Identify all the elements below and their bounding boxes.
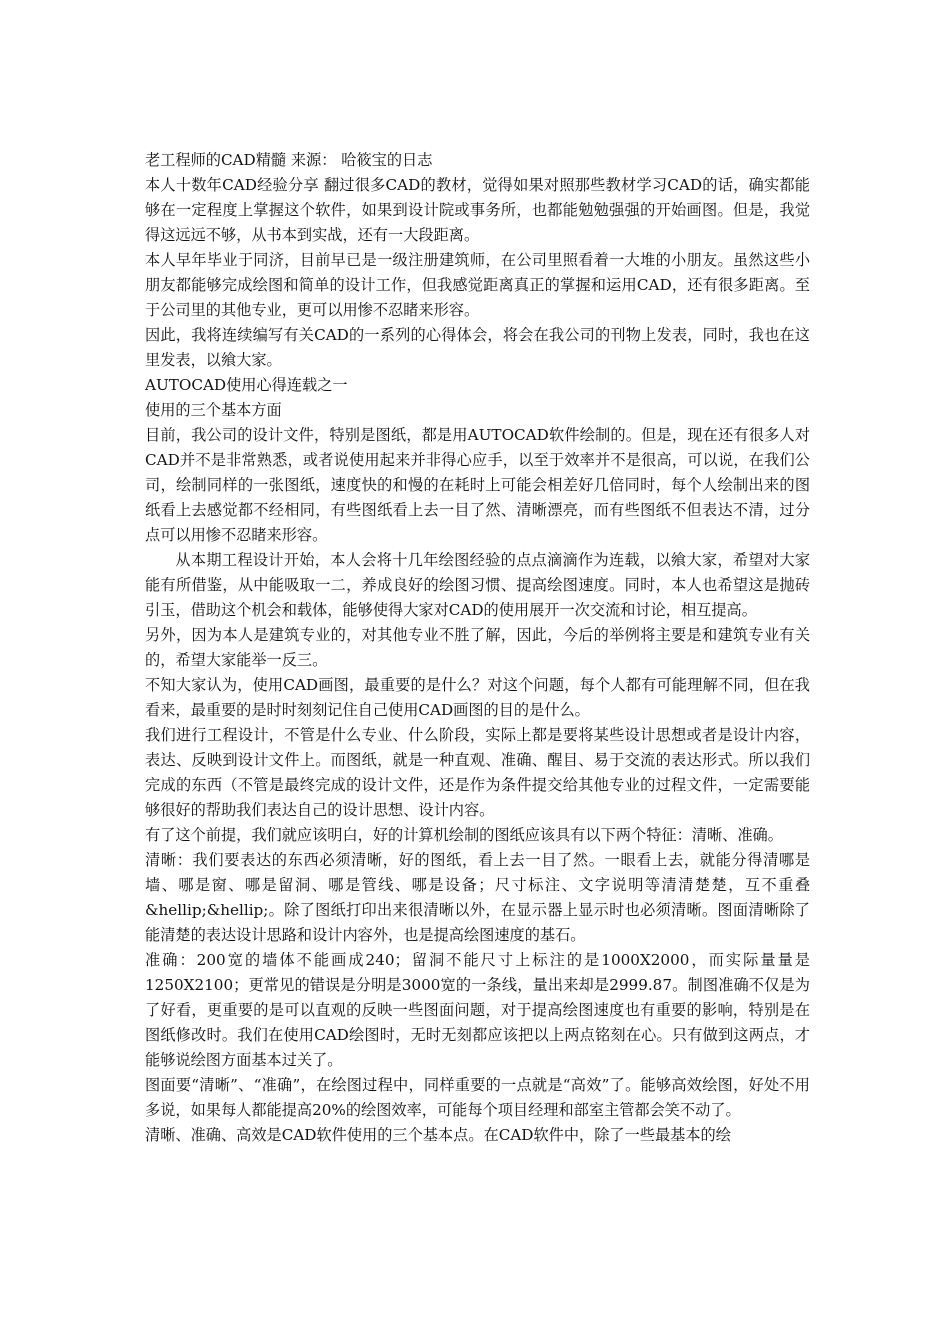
paragraph-series-plan: 从本期工程设计开始，本人会将十几年绘图经验的点点滴滴作为连载，以飨大家，希望对大家能有所借鉴，从中能吸取一二，养成良好的绘图习惯、提高绘图速度。同时，本人也希望这是抛砖引玉，借助这个机会和载体，能够使得大家对CAD的使用展开一次交流和讨论，相互提高。 — [145, 551, 810, 619]
paragraph-two-features: 有了这个前提，我们就应该明白，好的计算机绘制的图纸应该具有以下两个特征：清晰、准确。 — [145, 826, 783, 844]
paragraph-three-points: 清晰、准确、高效是CAD软件使用的三个基本点。在CAD软件中，除了一些最基本的绘 — [145, 1126, 731, 1144]
document-title-line: 老工程师的CAD精髓 来源： 哈筱宝的日志 — [145, 151, 433, 169]
paragraph-question: 不知大家认为，使用CAD画图，最重要的是什么？对这个问题，每个人都有可能理解不同，但在我看来，最重要的是时时刻刻记住自己使用CAD画图的目的是什么。 — [145, 676, 810, 719]
document-body — [145, 148, 810, 1148]
paragraph-efficiency: 图面要“清晰”、“准确”，在绘图过程中，同样重要的一点就是“高效”了。能够高效绘图，好处不用多说，如果每人都能提高20%的绘图效率，可能每个项目经理和部室主管都会笑不动了。 — [145, 1076, 810, 1119]
series-heading: AUTOCAD使用心得连载之一 — [145, 376, 348, 394]
paragraph-specialty-note: 另外，因为本人是建筑专业的，对其他专业不胜了解，因此，今后的举例将主要是和建筑专业有关的，希望大家能举一反三。 — [145, 626, 810, 669]
paragraph-purpose: 因此，我将连续编写有关CAD的一系列的心得体会，将会在我公司的刊物上发表，同时，我也在这里发表，以飨大家。 — [145, 326, 810, 369]
paragraph-intro: 本人十数年CAD经验分享 翻过很多CAD的教材，觉得如果对照那些教材学习CAD的话，确实都能够在一定程度上掌握这个软件，如果到设计院或事务所，也都能勉勉强强的开始画图。但是，我觉得这远远不够，从书本到实战，还有一大段距离。 — [145, 176, 810, 244]
paragraph-clarity: 清晰：我们要表达的东西必须清晰，好的图纸，看上去一目了然。一眼看上去，就能分得清哪是墙、哪是窗、哪是留洞、哪是管线、哪是设备；尺寸标注、文字说明等清清楚楚，互不重叠&hellip;&hellip;。除了图纸打印出来很清晰以外，在显示器上显示时也必须清晰。图面清晰除了能清楚的表达设计思路和设计内容外，也是提高绘图速度的基石。 — [145, 851, 810, 944]
paragraph-current-state: 目前，我公司的设计文件，特别是图纸，都是用AUTOCAD软件绘制的。但是，现在还有很多人对CAD并不是非常熟悉，或者说使用起来并非得心应手，以至于效率并不是很高，可以说，在我们公司，绘制同样的一张图纸，速度快的和慢的在耗时上可能会相差好几倍同时，每个人绘制出来的图纸看上去感觉都不经相同，有些图纸看上去一目了然、清晰漂亮，而有些图纸不但表达不清，过分点可以用惨不忍睹来形容。 — [145, 426, 810, 544]
paragraph-design-purpose: 我们进行工程设计，不管是什么专业、什么阶段，实际上都是要将某些设计思想或者是设计内容，表达、反映到设计文件上。而图纸，就是一种直观、准确、醒目、易于交流的表达形式。所以我们完成的东西（不管是最终完成的设计文件，还是作为条件提交给其他专业的过程文件，一定需要能够很好的帮助我们表达自己的设计思想、设计内容。 — [145, 726, 810, 819]
paragraph-accuracy: 准确：200宽的墙体不能画成240；留洞不能尺寸上标注的是1000X2000，而实际量量是1250X2100；更常见的错误是分明是3000宽的一条线，量出来却是2999.87。制图准确不仅是为了好看，更重要的是可以直观的反映一些图面问题，对于提高绘图速度也有重要的影响，特别是在图纸修改时。我们在使用CAD绘图时，无时无刻都应该把以上两点铭刻在心。只有做到这两点，才能够说绘图方面基本过关了。 — [145, 951, 810, 1069]
paragraph-background: 本人早年毕业于同济，目前早已是一级注册建筑师，在公司里照看着一大堆的小朋友。虽然这些小朋友都能够完成绘图和简单的设计工作，但我感觉距离真正的掌握和运用CAD，还有很多距离。至于公司里的其他专业，更可以用惨不忍睹来形容。 — [145, 251, 810, 319]
section-heading: 使用的三个基本方面 — [145, 401, 282, 419]
